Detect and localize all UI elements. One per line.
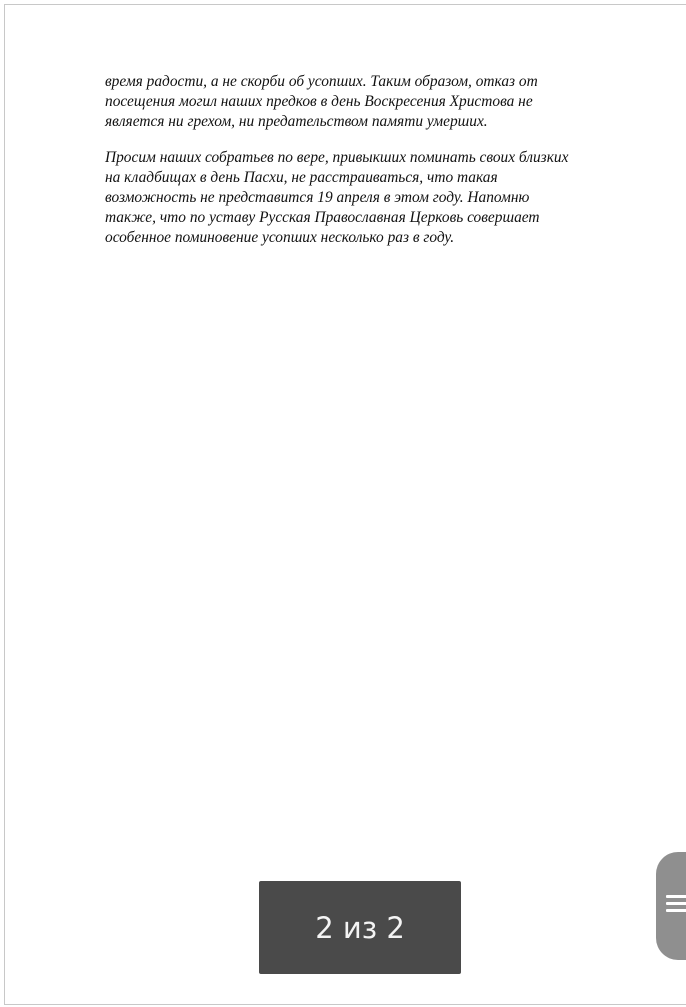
menu-icon: [666, 892, 686, 916]
text-line: посещения могил наших предков в день Воскресения Христова не: [105, 93, 533, 111]
text-line: особенное поминовение усопших несколько раз в году.: [105, 229, 455, 247]
text-line: Просим наших собратьев по вере, привыкших поминать своих близких: [105, 148, 569, 166]
text-line: на кладбищах в день Пасхи, не расстраиваться, что такая: [105, 168, 498, 186]
text-line: также, что по уставу Русская Православная Церковь совершает: [105, 209, 540, 227]
paragraph-2: [105, 148, 655, 249]
paragraph-1: [105, 72, 655, 133]
page-indicator: 2 из 2: [259, 881, 461, 974]
text-line: возможность не представится 19 апреля в этом году. Напомню: [105, 189, 530, 207]
text-line: время радости, а не скорби об усопших. Таким образом, отказ от: [105, 73, 538, 90]
text-line: является ни грехом, ни предательством памяти умерших.: [105, 113, 488, 131]
page-text: [105, 72, 655, 264]
side-menu-button[interactable]: [656, 852, 686, 960]
